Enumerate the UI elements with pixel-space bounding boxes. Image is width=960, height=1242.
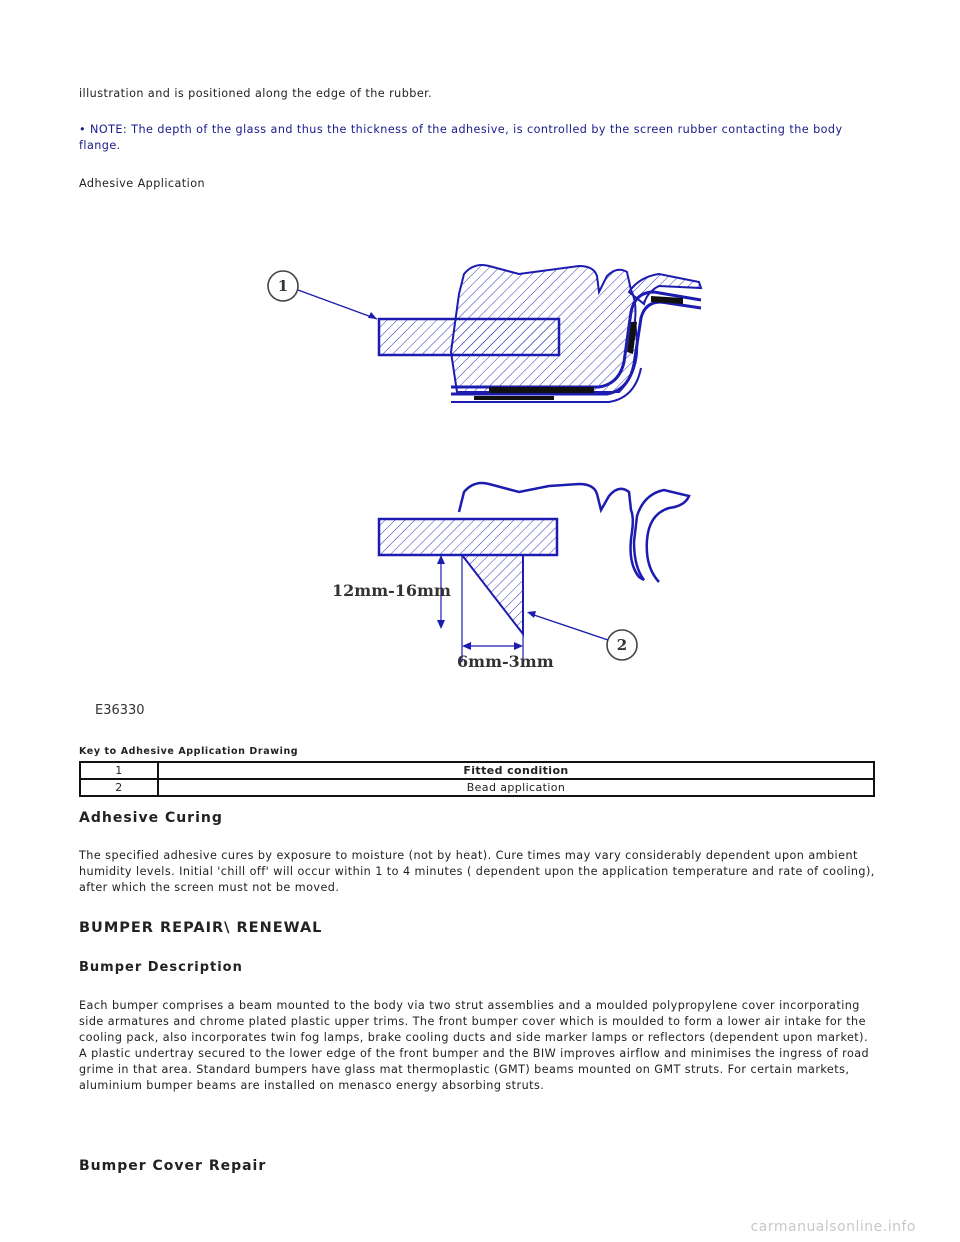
intro-text: illustration and is positioned along the edge of the rubber. bbox=[79, 87, 433, 100]
dimension-width: 6mm-3mm bbox=[457, 652, 554, 671]
key-row-text: Fitted condition bbox=[158, 762, 874, 779]
bumper-heading: BUMPER REPAIR\ RENEWAL bbox=[79, 920, 323, 936]
key-row bbox=[80, 779, 874, 796]
callout-1: 1 bbox=[277, 277, 289, 295]
key-row bbox=[80, 762, 874, 779]
adhesive-application-figure bbox=[79, 222, 859, 722]
note-text: • NOTE: The depth of the glass and thus the thickness of the adhesive, is controlled by the screen rubber contacting the body flange. bbox=[79, 123, 843, 152]
key-row-text: Bead application bbox=[158, 779, 874, 796]
key-row-number: 1 bbox=[80, 762, 158, 779]
figure-caption: Adhesive Application bbox=[79, 177, 206, 190]
fitted-condition-diagram bbox=[268, 265, 701, 402]
bumper-description-heading: Bumper Description bbox=[79, 960, 243, 975]
dimension-height: 12mm-16mm bbox=[332, 581, 451, 600]
key-table bbox=[79, 761, 875, 797]
key-title: Key to Adhesive Application Drawing bbox=[79, 746, 299, 757]
bead-application-diagram bbox=[332, 483, 689, 671]
curing-body: The specified adhesive cures by exposure to moisture (not by heat). Cure times may vary considerably dependent upon ambient humidity levels. Initial 'chill off' will occur within 1 to 4 minutes ( dependent upon the application temperature and rate of cooling), after which the screen must not be moved. bbox=[79, 849, 875, 894]
figure-code: E36330 bbox=[95, 703, 145, 718]
key-row-number: 2 bbox=[80, 779, 158, 796]
curing-heading: Adhesive Curing bbox=[79, 810, 223, 826]
bumper-description-body: Each bumper comprises a beam mounted to the body via two strut assemblies and a moulded polypropylene cover incorporating side armatures and chrome plated plastic upper trims. The front bumper cover which is moulded to form a lower air intake for the cooling pack, also incorporates twin fog lamps, brake cooling ducts and side marker lamps or reflectors (dependent upon market). A plastic undertray secured to the lower edge of the front bumper and the BIW improves airflow and minimises the ingress of road grime in that area. Standard bumpers have glass mat thermoplastic (GMT) beams mounted on GMT struts. For certain markets, aluminium bumper beams are installed on menasco energy absorbing struts. bbox=[79, 999, 870, 1092]
watermark: carmanualsonline.info bbox=[750, 1219, 916, 1235]
bumper-cover-repair-heading: Bumper Cover Repair bbox=[79, 1158, 267, 1174]
callout-2: 2 bbox=[616, 636, 628, 654]
